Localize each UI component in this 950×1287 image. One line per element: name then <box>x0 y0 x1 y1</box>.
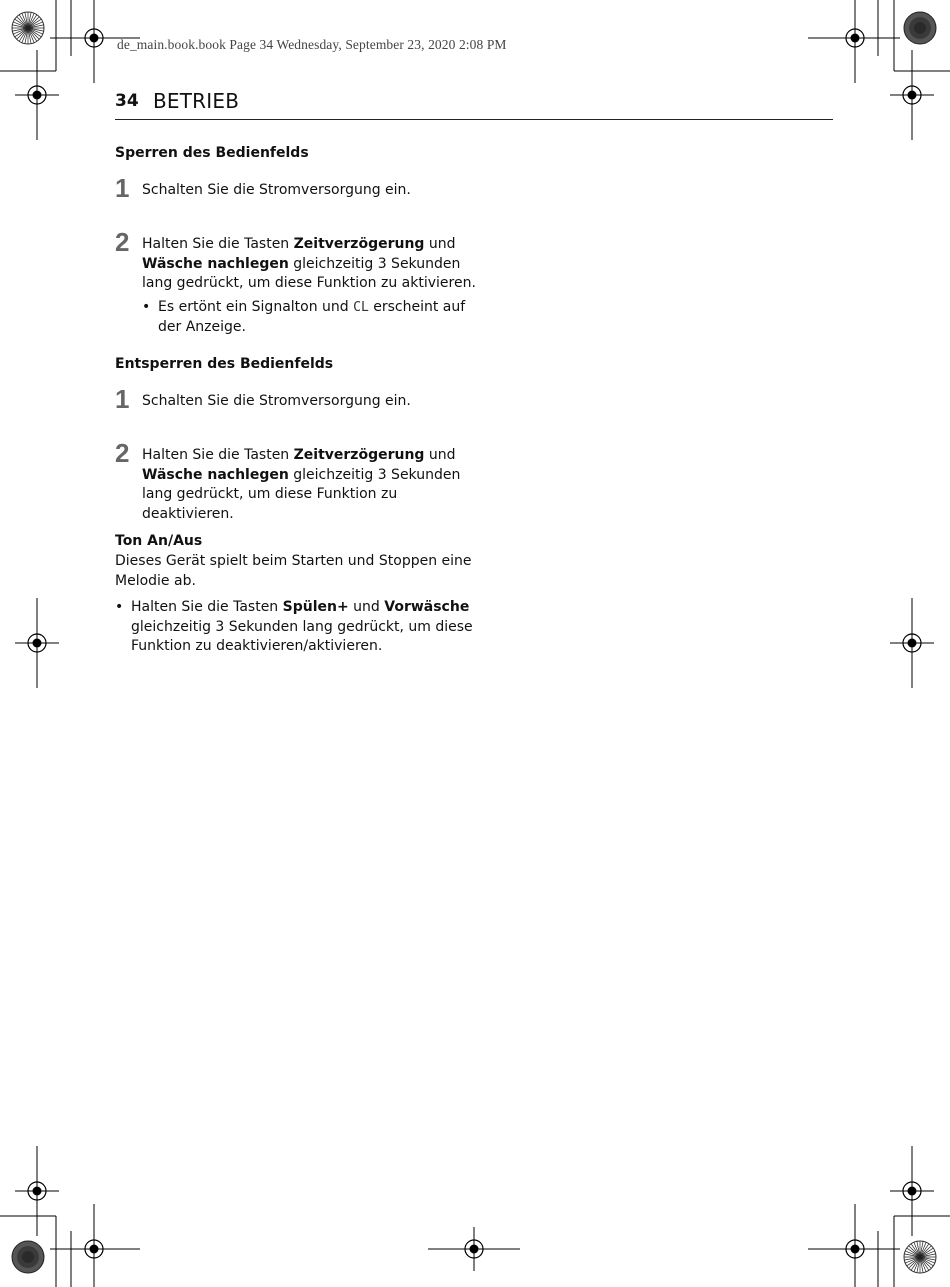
bullet-text <box>131 598 473 657</box>
text: Halten Sie die Tasten <box>131 599 283 615</box>
step-number: 1 <box>115 384 130 414</box>
text: Funktion zu deaktivieren/aktivieren. <box>131 638 383 654</box>
running-header <box>115 89 833 120</box>
text: Dieses Gerät spielt beim Starten und Stoppen eine <box>115 553 472 569</box>
sound-heading: Ton An/Aus <box>115 533 203 549</box>
key-delay-label: Zeitverzögerung <box>293 447 425 463</box>
print-slug-line: de_main.book.book Page 34 Wednesday, September 23, 2020 2:08 PM <box>117 37 507 52</box>
step-text: Schalten Sie die Stromversorgung ein. <box>142 182 411 198</box>
display-code: CL <box>353 300 369 315</box>
section-title: BETRIEB <box>153 89 240 113</box>
text: Halten Sie die Tasten <box>142 236 294 252</box>
text: Halten Sie die Tasten <box>142 447 294 463</box>
text: gleichzeitig 3 Sekunden <box>288 255 461 272</box>
lock-heading: Sperren des Bedienfelds <box>115 145 309 161</box>
text: deaktivieren. <box>142 505 234 522</box>
text: der Anzeige. <box>158 318 246 335</box>
sound-description <box>115 552 475 591</box>
key-rinse-label: Spülen+ <box>282 599 349 615</box>
text: und <box>348 599 385 615</box>
text: gleichzeitig 3 Sekunden lang gedrückt, um diese <box>131 618 473 635</box>
text: lang gedrückt, um diese Funktion zu <box>142 486 398 502</box>
step-text <box>142 235 477 294</box>
step-number: 2 <box>115 438 130 468</box>
key-add-laundry-label: Wäsche nachlegen <box>142 466 289 483</box>
page-number: 34 <box>115 91 139 111</box>
step-text <box>142 446 477 524</box>
key-delay-label: Zeitverzögerung <box>293 236 425 252</box>
unlock-heading: Entsperren des Bedienfelds <box>115 356 334 372</box>
text: und <box>424 236 456 252</box>
bullet-icon: • <box>115 599 124 615</box>
bullet-text <box>158 298 465 337</box>
text: und <box>424 447 456 463</box>
step-number: 1 <box>115 173 130 203</box>
text: lang gedrückt, um diese Funktion zu aktivieren. <box>142 275 476 291</box>
step-number: 2 <box>115 227 130 257</box>
text: erscheint auf <box>368 299 466 315</box>
text: gleichzeitig 3 Sekunden <box>288 466 461 483</box>
text: Es ertönt ein Signalton und <box>158 299 354 315</box>
key-add-laundry-label: Wäsche nachlegen <box>142 255 289 272</box>
key-prewash-label: Vorwäsche <box>384 599 470 615</box>
step-text: Schalten Sie die Stromversorgung ein. <box>142 393 411 409</box>
bullet-icon: • <box>142 299 151 315</box>
text: Melodie ab. <box>115 572 196 589</box>
